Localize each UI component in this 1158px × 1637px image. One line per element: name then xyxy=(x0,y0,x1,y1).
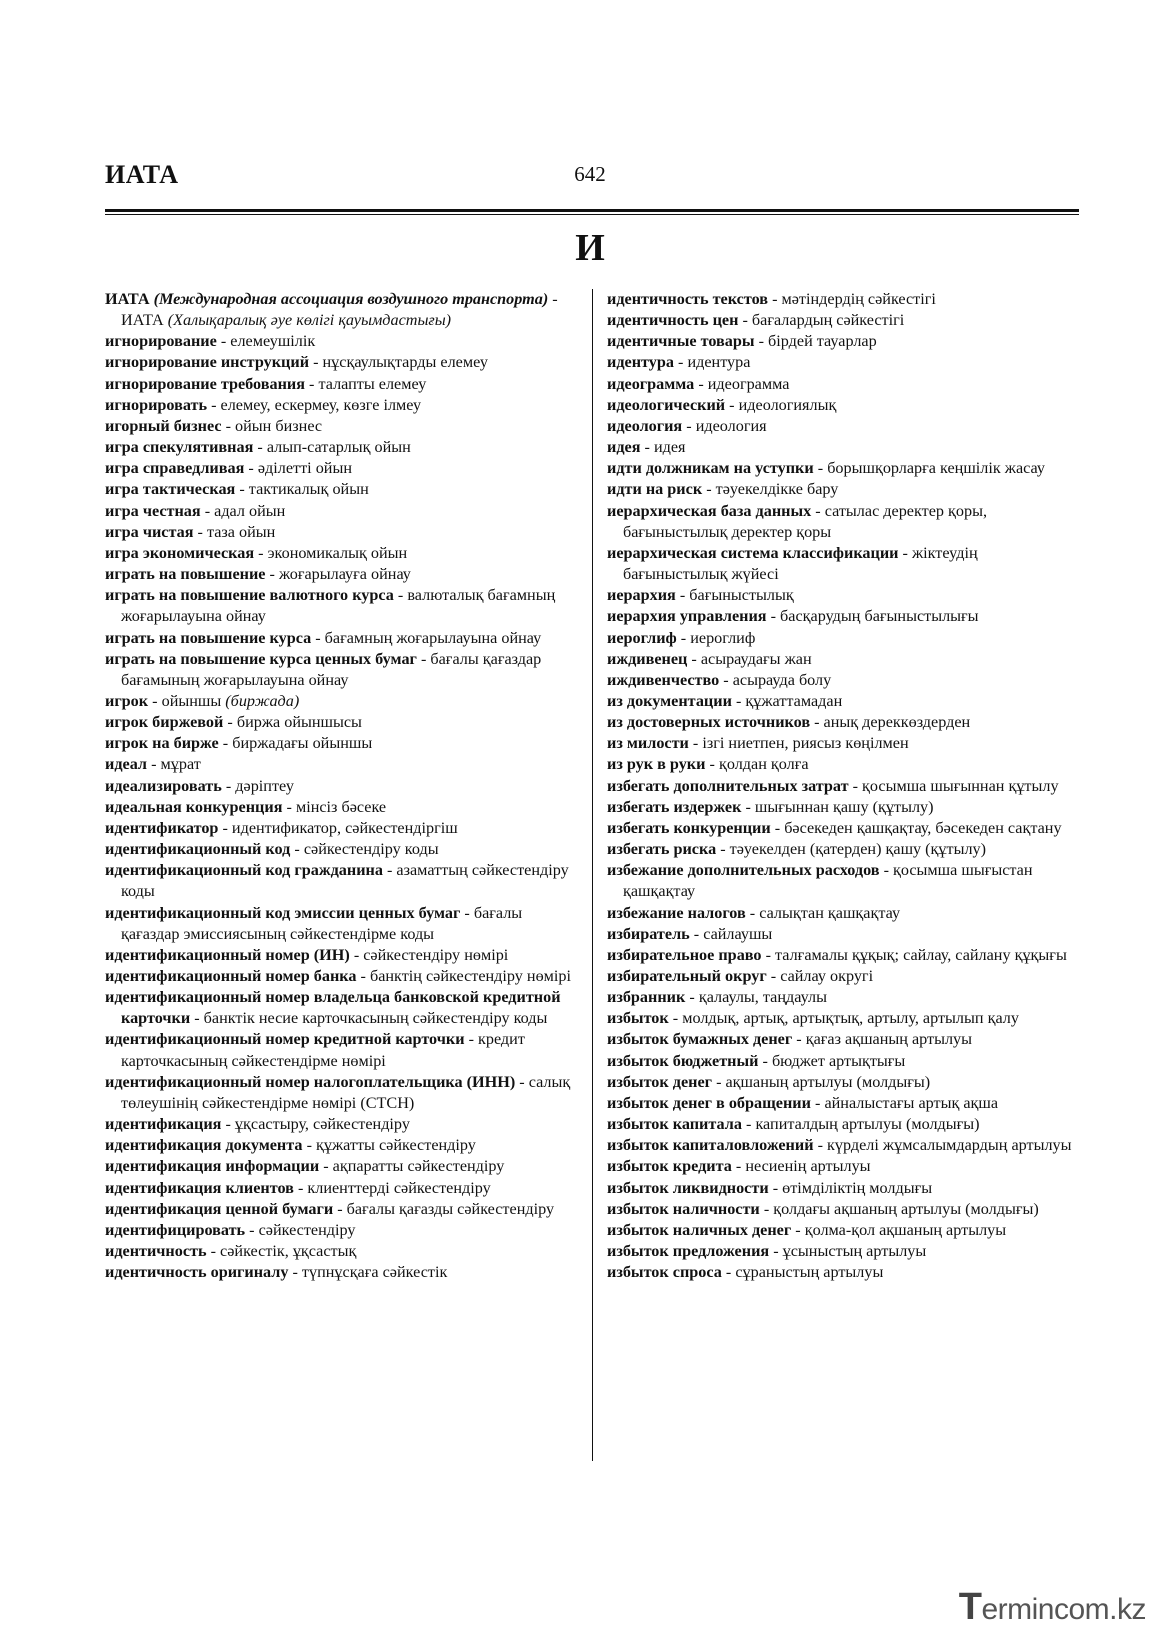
entry-term: игнорирование инструкций xyxy=(105,353,310,372)
entry-term: идеальная конкуренция xyxy=(105,797,283,816)
dictionary-entry: идентификационный номер владельца банковской кредитной карточки - банктік несие карточкасының сәйкестендіру коды xyxy=(105,988,561,1028)
entry-term: иерархия управления xyxy=(607,607,767,626)
entry-term: игнорирование xyxy=(105,332,217,351)
dictionary-entry: из рук в руки - қолдан қолға xyxy=(607,755,809,774)
dictionary-entry: из милости - ізгі ниетпен, риясыз көңілмен xyxy=(607,734,909,753)
entry-translation: сайлаушы xyxy=(703,924,773,943)
entry-term: идентификация документа xyxy=(105,1136,303,1155)
dictionary-entry: иждивенец - асыраудағы жан xyxy=(607,649,812,668)
dictionary-entry: избыток наличных денег - қолма-қол ақшаның артылуы xyxy=(607,1220,1007,1239)
dictionary-entry: идти должникам на уступки - борышқорларға кеңшілік жасау xyxy=(607,459,1045,478)
dictionary-entry: играть на повышение курса ценных бумаг - бағалы қағаздар бағамының жоғарылауына ойнау xyxy=(105,649,542,689)
dictionary-entry: избыток ликвидности - өтімділіктің молдығы xyxy=(607,1178,933,1197)
entry-translation: қосымша шығыстан қашқақтау xyxy=(623,861,1033,901)
entry-term: иерархия xyxy=(607,586,676,605)
dictionary-entry: идентификационный номер (ИН) - сәйкестендіру нөмірі xyxy=(105,945,509,964)
entry-term: игнорирование требования xyxy=(105,374,305,393)
dictionary-entry: из документации - құжаттамадан xyxy=(607,691,843,710)
entry-term: идентификационный номер владельца банковской кредитной карточки xyxy=(105,988,561,1028)
entry-term: избыток спроса xyxy=(607,1263,722,1282)
entry-translation: мәтіндердің сәйкестігі xyxy=(781,290,936,308)
dictionary-entry: идентичность цен - бағалардың сәйкестігі xyxy=(607,311,905,330)
dictionary-entry: избирательное право - талғамалы құқық; сайлау, сайлану құқығы xyxy=(607,945,1067,964)
entry-translation: ізгі ниетпен, риясыз көңілмен xyxy=(702,734,909,753)
entry-term: идентификация информации xyxy=(105,1157,320,1176)
entry-translation: идентификатор, сәйкестендіргіш xyxy=(231,818,458,837)
header-rule-thin xyxy=(105,214,1079,215)
entry-translation: бағалардың сәйкестігі xyxy=(751,311,905,330)
entry-translation: ақпаратты сәйкестендіру xyxy=(332,1157,505,1176)
dictionary-entry: идентификационный номер налогоплательщика (ИНН) - салық төлеушінің сәйкестендірме нөмірі (СТСН) xyxy=(105,1072,571,1112)
dictionary-entry: избыток наличности - қолдағы ақшаның артылуы (молдығы) xyxy=(607,1199,1039,1218)
dictionary-entry: избыток денег в обращении - айналыстағы артық ақша xyxy=(607,1093,999,1112)
entry-translation: мінсіз бәсеке xyxy=(295,797,387,816)
entry-translation: қолдағы ақшаның артылуы (молдығы) xyxy=(773,1199,1039,1218)
dictionary-entry: избегать конкуренции - бәсекеден қашқақтау, бәсекеден сақтану xyxy=(607,818,1062,837)
dictionary-entry: игнорирование - елемеушілік xyxy=(105,332,316,351)
entry-translation: клиенттерді сәйкестендіру xyxy=(307,1178,491,1197)
entry-term: иерархическая база данных xyxy=(607,501,812,520)
dictionary-entry: избыток бюджетный - бюджет артықтығы xyxy=(607,1051,906,1070)
entry-translation: ойын бизнес xyxy=(235,416,323,435)
dictionary-entry: идентичные товары - бірдей тауарлар xyxy=(607,332,877,351)
entry-translation: елемеу, ескермеу, көзге ілмеу xyxy=(220,395,422,414)
entry-term: идентификационный номер кредитной карточки xyxy=(105,1030,465,1049)
entry-term: играть на повышение курса xyxy=(105,628,312,647)
dictionary-entry: иерархия - бағыныстылық xyxy=(607,586,794,605)
entry-term: идеология xyxy=(607,416,683,435)
dictionary-entry: идентичность текстов - мәтіндердің сәйкестігі xyxy=(607,290,936,308)
entry-translation: нұсқаулықтарды елемеу xyxy=(322,353,488,372)
dictionary-entry: игра экономическая - экономикалық ойын xyxy=(105,543,408,562)
entry-term: иероглиф xyxy=(607,628,677,647)
entry-translation: экономикалық ойын xyxy=(267,543,408,562)
entry-term: избыток ликвидности xyxy=(607,1178,769,1197)
entry-translation: банктің сәйкестендіру нөмірі xyxy=(369,967,572,985)
entry-translation: салықтан қашқақтау xyxy=(759,903,901,922)
entry-term: избежание налогов xyxy=(607,903,746,922)
entry-translation: ИАТА xyxy=(121,311,168,330)
entry-term: игра честная xyxy=(105,501,201,520)
entry-translation: қолма-қол ақшаның артылуы xyxy=(804,1220,1007,1239)
entry-translation: сайлау округі xyxy=(780,967,874,985)
dictionary-entry: игра чистая - таза ойын xyxy=(105,522,276,541)
entry-term: избегать конкуренции xyxy=(607,818,771,837)
entry-translation: бағалы қағаздар эмиссиясының сәйкестендірме коды xyxy=(121,903,523,943)
entry-translation: қалаулы, таңдаулы xyxy=(698,988,827,1007)
entry-translation: азаматтың сәйкестендіру коды xyxy=(121,861,569,901)
dictionary-entry: идеограмма - идеограмма xyxy=(607,374,790,393)
entry-translation: қағаз ақшаның артылуы xyxy=(805,1030,973,1049)
header-rule-thick xyxy=(105,209,1079,212)
entry-translation: қосымша шығыннан құтылу xyxy=(862,776,1059,795)
entry-translation: ұқсастыру, сәйкестендіру xyxy=(234,1115,410,1134)
entry-term: идти на риск xyxy=(607,480,703,499)
entry-term: идеализировать xyxy=(105,776,222,795)
dictionary-entry: игнорировать - елемеу, ескермеу, көзге ілмеу xyxy=(105,395,422,414)
entry-term: избирательный округ xyxy=(607,967,767,985)
entry-translation: талғамалы құқық; сайлау, сайлану құқығы xyxy=(775,945,1067,964)
entry-term: идея xyxy=(607,438,641,457)
entry-term: идеал xyxy=(105,755,148,774)
dictionary-entry: избыток кредита - несиенің артылуы xyxy=(607,1157,871,1176)
dictionary-entry: идентификационный код гражданина - азаматтың сәйкестендіру коды xyxy=(105,861,569,901)
dictionary-entry: игра спекулятивная - алып-сатарлық ойын xyxy=(105,438,411,457)
entry-term: избегать дополнительных затрат xyxy=(607,776,849,795)
dictionary-entry: идентификация клиентов - клиенттерді сәйкестендіру xyxy=(105,1178,491,1197)
entry-translation: елемеушілік xyxy=(230,332,316,351)
dictionary-entry: иждивенчество - асырауда болу xyxy=(607,670,832,689)
dictionary-entry: избыток капитала - капиталдың артылуы (молдығы) xyxy=(607,1115,980,1134)
dictionary-entry: избыток - молдық, артық, артықтық, артылу, артылып қалу xyxy=(607,1009,1019,1028)
dictionary-entry: иероглиф - иероглиф xyxy=(607,628,756,647)
entry-translation: сәйкестік, ұқсастық xyxy=(220,1242,357,1261)
entry-translation: капиталдың артылуы (молдығы) xyxy=(755,1115,980,1134)
entry-translation-note: (Халықаралық әуе көлігі қауымдастығы) xyxy=(167,311,452,330)
entry-term: идентификационный номер банка xyxy=(105,967,357,985)
dictionary-entry: играть на повышение - жоғарылауға ойнау xyxy=(105,565,411,584)
entry-term: идентификационный номер (ИН) xyxy=(105,945,350,964)
entry-translation: тактикалық ойын xyxy=(248,480,369,499)
entry-term: избегать риска xyxy=(607,840,717,859)
entry-translation: ойыншы xyxy=(161,691,226,710)
entry-translation: әділетті ойын xyxy=(257,459,352,478)
entry-translation: несиенің артылуы xyxy=(745,1157,871,1176)
dictionary-entry: иерархическая система классификации - жіктеудің бағыныстылық жүйесі xyxy=(607,543,978,584)
dictionary-entry: избранник - қалаулы, таңдаулы xyxy=(607,988,827,1007)
entry-term: идентичность текстов xyxy=(607,290,769,308)
dictionary-entry: избыток капиталовложений - күрделі жұмсалымдардың артылуы xyxy=(607,1136,1072,1155)
entry-term: избыток денег в обращении xyxy=(607,1093,811,1112)
entry-translation: салық төлеушінің сәйкестендірме нөмірі (СТСН) xyxy=(121,1072,571,1112)
entry-translation: биржадағы ойыншы xyxy=(232,734,373,753)
entry-term: играть на повышение валютного курса xyxy=(105,586,394,605)
entry-translation: молдық, артық, артықтық, артылу, артылып қалу xyxy=(682,1009,1019,1028)
entry-term: иерархическая система классификации xyxy=(607,543,899,562)
dictionary-entry: идентичность - сәйкестік, ұқсастық xyxy=(105,1242,357,1261)
entry-term: идентичность xyxy=(105,1242,207,1261)
entry-translation: шығыннан қашу (құтылу) xyxy=(754,797,934,816)
entry-translation: басқарудың бағыныстылығы xyxy=(780,607,979,626)
section-letter: И xyxy=(575,227,605,269)
entry-term: играть на повышение xyxy=(105,565,266,584)
entry-term: идентичные товары xyxy=(607,332,755,351)
entry-term: из документации xyxy=(607,691,732,710)
entry-translation: анық дереккөздерден xyxy=(823,713,971,732)
entry-translation: идеограмма xyxy=(707,374,790,393)
entry-term: избыток денег xyxy=(607,1072,713,1091)
entry-term: избыток наличных денег xyxy=(607,1220,792,1239)
entry-translation: құжатты сәйкестендіру xyxy=(316,1136,476,1155)
entry-translation: ұсыныстың артылуы xyxy=(782,1242,927,1261)
entry-translation: идеология xyxy=(695,416,767,435)
entry-translation: валюталық бағамның жоғарылауына ойнау xyxy=(121,586,556,626)
dictionary-entry: игнорирование инструкций - нұсқаулықтарды елемеу xyxy=(105,353,488,372)
running-head: ИАТА xyxy=(105,160,179,189)
entry-translation: бағалы қағазды сәйкестендіру xyxy=(346,1199,555,1218)
dictionary-entry: игрок биржевой - биржа ойыншысы xyxy=(105,713,362,732)
entry-translation: адал ойын xyxy=(214,501,286,520)
left-column xyxy=(105,289,575,1283)
dictionary-entry: идентификация информации - ақпаратты сәйкестендіру xyxy=(105,1157,505,1176)
entry-term: из рук в руки xyxy=(607,755,706,774)
entry-term: избыток кредита xyxy=(607,1157,732,1176)
dictionary-entry: идеализировать - дәріптеу xyxy=(105,776,294,795)
entry-term: идентификация ценной бумаги xyxy=(105,1199,334,1218)
entry-term: избыток бюджетный xyxy=(607,1051,759,1070)
entry-translation: тәуекелдікке бару xyxy=(715,480,839,499)
watermark-big-letter: T xyxy=(958,1586,982,1628)
entry-term-abbr: ИАТА xyxy=(105,290,154,308)
dictionary-entry: идентификационный номер кредитной карточки - кредит карточкасының сәйкестендірме нөмірі xyxy=(105,1030,525,1070)
entry-term: идеологический xyxy=(607,395,726,414)
entry-translation-note: (биржада) xyxy=(225,691,300,710)
entry-term: избыток предложения xyxy=(607,1242,770,1261)
entry-translation: мұрат xyxy=(160,755,201,774)
dictionary-entry: идентификация документа - құжатты сәйкестендіру xyxy=(105,1136,476,1155)
entry-term: избежание дополнительных расходов xyxy=(607,861,880,880)
entry-term: идти должникам на уступки xyxy=(607,459,814,478)
dictionary-entry: игра тактическая - тактикалық ойын xyxy=(105,480,369,499)
entry-term: избегать издержек xyxy=(607,797,742,816)
entry-translation: асырауда болу xyxy=(732,670,832,689)
dictionary-entry: идентификационный номер банка - банктің сәйкестендіру нөмірі xyxy=(105,967,572,985)
entry-term: игнорировать xyxy=(105,395,208,414)
entry-term: избыток xyxy=(607,1009,669,1028)
entry-translation: талапты елемеу xyxy=(318,374,427,393)
dictionary-entry: идентификатор - идентификатор, сәйкестендіргіш xyxy=(105,818,458,837)
entry-term: идентичность оригиналу xyxy=(105,1263,289,1282)
entry-translation: айналыстағы артық ақша xyxy=(824,1093,999,1112)
dictionary-entry: избирательный округ - сайлау округі xyxy=(607,967,874,985)
entry-translation: таза ойын xyxy=(206,522,276,541)
entry-term: игрок биржевой xyxy=(105,713,224,732)
dictionary-entry: идентифицировать - сәйкестендіру xyxy=(105,1220,356,1239)
entry-translation: күрделі жұмсалымдардың артылуы xyxy=(827,1136,1072,1155)
entry-translation: биржа ойыншысы xyxy=(236,713,362,732)
entry-translation: сұраныстың артылуы xyxy=(735,1263,884,1282)
dictionary-entry: идентификация ценной бумаги - бағалы қағазды сәйкестендіру xyxy=(105,1199,555,1218)
entry-translation: иероглиф xyxy=(690,628,756,647)
entry-term: избранник xyxy=(607,988,686,1007)
entry-term: идентичность цен xyxy=(607,311,739,330)
dictionary-entry: идея - идея xyxy=(607,438,686,457)
dictionary-entry: избежание дополнительных расходов - қосымша шығыстан қашқақтау xyxy=(607,861,1033,901)
dictionary-entry: из достоверных источников - анық дереккөздерден xyxy=(607,713,971,732)
dictionary-entry: избежание налогов - салықтан қашқақтау xyxy=(607,903,901,922)
entry-term: игорный бизнес xyxy=(105,416,222,435)
entry-translation: дәріптеу xyxy=(235,776,294,795)
column-divider xyxy=(592,289,593,1461)
dictionary-entry: идентура - идентура xyxy=(607,353,751,372)
entry-translation: сәйкестендіру нөмірі xyxy=(363,945,509,964)
entry-translation: идеологиялық xyxy=(738,395,837,414)
entry-translation: бюджет артықтығы xyxy=(771,1051,906,1070)
entry-translation: қолдан қолға xyxy=(718,755,809,774)
entry-translation: тәуекелден (қатерден) қашу (құтылу) xyxy=(729,840,987,859)
entry-term: избыток наличности xyxy=(607,1199,760,1218)
dictionary-entry: игрок на бирже - биржадағы ойыншы xyxy=(105,734,373,753)
entry-translation: бәсекеден қашқақтау, бәсекеден сақтану xyxy=(784,818,1062,837)
entry-term: идеограмма xyxy=(607,374,695,393)
page-number: 642 xyxy=(574,162,606,186)
entry-translation: бағалы қағаздар бағамының жоғарылауына ойнау xyxy=(121,649,542,689)
entry-term: идентификационный номер налогоплательщика (ИНН) xyxy=(105,1072,516,1091)
dictionary-entry: идеологический - идеологиялық xyxy=(607,395,837,414)
dictionary-entry: иерархическая база данных - сатылас деректер қоры, бағыныстылық деректер қоры xyxy=(607,501,988,541)
dictionary-entry: избегать риска - тәуекелден (қатерден) қашу (құтылу) xyxy=(607,840,987,859)
entry-term: идентификационный код xyxy=(105,840,291,859)
entry-translation: сатылас деректер қоры, бағыныстылық деректер қоры xyxy=(623,501,988,541)
entry-term: игрок xyxy=(105,691,149,710)
dictionary-entry: идентичность оригиналу - түпнұсқаға сәйкестік xyxy=(105,1263,448,1282)
entry-translation: ақшаның артылуы (молдығы) xyxy=(725,1072,931,1091)
dictionary-entry: идеал - мұрат xyxy=(105,755,201,774)
dictionary-entry: игра честная - адал ойын xyxy=(105,501,286,520)
entry-translation: бірдей тауарлар xyxy=(768,332,877,351)
entry-term: идентификатор xyxy=(105,818,219,837)
dictionary-entry: игорный бизнес - ойын бизнес xyxy=(105,416,323,435)
entry-term: игра спекулятивная xyxy=(105,438,254,457)
dictionary-entry: идеология - идеология xyxy=(607,416,767,435)
entry-translation: бағамның жоғарылауына ойнау xyxy=(324,628,542,647)
dictionary-entry: избыток предложения - ұсыныстың артылуы xyxy=(607,1242,927,1261)
entry-term: иждивенец xyxy=(607,649,688,668)
watermark-logo xyxy=(959,1586,1146,1629)
dictionary-entry: избегать дополнительных затрат - қосымша шығыннан құтылу xyxy=(607,776,1059,795)
entry-translation: идентура xyxy=(687,353,751,372)
dictionary-entry: избиратель - сайлаушы xyxy=(607,924,773,943)
dictionary-entry: избыток денег - ақшаның артылуы (молдығы) xyxy=(607,1072,931,1091)
entry-translation: алып-сатарлық ойын xyxy=(266,438,411,457)
entry-term: игра чистая xyxy=(105,522,194,541)
entry-term xyxy=(105,290,548,308)
entry-translation: түпнұсқаға сәйкестік xyxy=(301,1263,448,1282)
dictionary-entry: играть на повышение валютного курса - валюталық бағамның жоғарылауына ойнау xyxy=(105,586,556,626)
dictionary-entry: игра справедливая - әділетті ойын xyxy=(105,459,352,478)
entry-term: игра справедливая xyxy=(105,459,245,478)
entry-term: избирательное право xyxy=(607,945,762,964)
entry-term: игра тактическая xyxy=(105,480,236,499)
entry-term: идентификационный код гражданина xyxy=(105,861,383,880)
entry-term: идентифицировать xyxy=(105,1220,246,1239)
entry-translation: борышқорларға кеңшілік жасау xyxy=(827,459,1045,478)
entry-translation: өтімділіктің молдығы xyxy=(782,1178,933,1197)
entry-term: идентификация клиентов xyxy=(105,1178,294,1197)
entry-term: идентура xyxy=(607,353,674,372)
entry-translation: кредит карточкасының сәйкестендірме нөмірі xyxy=(121,1030,525,1070)
dictionary-entry: игнорирование требования - талапты елемеу xyxy=(105,374,427,393)
entry-translation: сәйкестендіру коды xyxy=(303,840,439,859)
entry-term: избыток бумажных денег xyxy=(607,1030,793,1049)
entry-translation: құжаттамадан xyxy=(745,691,843,710)
dictionary-entry: избыток спроса - сұраныстың артылуы xyxy=(607,1263,884,1282)
entry-term: избиратель xyxy=(607,924,690,943)
entry-term: избыток капиталовложений xyxy=(607,1136,814,1155)
entry-term: иждивенчество xyxy=(607,670,720,689)
dictionary-entry: игрок - ойыншы (биржада) xyxy=(105,691,300,710)
entry-translation: сәйкестендіру xyxy=(258,1220,356,1239)
dictionary-entry: идентификация - ұқсастыру, сәйкестендіру xyxy=(105,1115,410,1134)
dictionary-entry: ИАТА (Международная ассоциация воздушного транспорта) - ИАТА (Халықаралық әуе көлігі қауымдастығы) xyxy=(105,290,558,330)
dictionary-entry: идти на риск - тәуекелдікке бару xyxy=(607,480,839,499)
dictionary-entry: идентификационный код эмиссии ценных бумаг - бағалы қағаздар эмиссиясының сәйкестендірме коды xyxy=(105,903,523,943)
entry-term: идентификационный код эмиссии ценных бумаг xyxy=(105,903,461,922)
dictionary-entry: иерархия управления - басқарудың бағыныстылығы xyxy=(607,607,979,626)
entry-term: игра экономическая xyxy=(105,543,255,562)
watermark-text: ermincom.kz xyxy=(981,1593,1146,1626)
entry-translation: жіктеудің бағыныстылық жүйесі xyxy=(623,543,978,584)
entry-translation: идея xyxy=(653,438,686,457)
entry-term: из достоверных источников xyxy=(607,713,811,732)
right-column xyxy=(607,289,1077,1283)
entry-term: идентификация xyxy=(105,1115,222,1134)
entry-translation: жоғарылауға ойнау xyxy=(278,565,411,584)
entry-translation: банктік несие карточкасының сәйкестендіру коды xyxy=(203,1009,548,1028)
dictionary-entry: играть на повышение курса - бағамның жоғарылауына ойнау xyxy=(105,628,542,647)
dictionary-entry: избегать издержек - шығыннан қашу (құтылу) xyxy=(607,797,934,816)
entry-term: из милости xyxy=(607,734,689,753)
entry-term: избыток капитала xyxy=(607,1115,742,1134)
dictionary-entry: избыток бумажных денег - қағаз ақшаның артылуы xyxy=(607,1030,973,1049)
entry-translation: асыраудағы жан xyxy=(700,649,812,668)
entry-translation: бағыныстылық xyxy=(689,586,794,605)
entry-term: играть на повышение курса ценных бумаг xyxy=(105,649,417,668)
entry-term: игрок на бирже xyxy=(105,734,219,753)
dictionary-entry: идеальная конкуренция - мінсіз бәсеке xyxy=(105,797,387,816)
entry-term-note: (Международная ассоциация воздушного транспорта) xyxy=(153,290,549,308)
dictionary-entry: идентификационный код - сәйкестендіру коды xyxy=(105,840,439,859)
